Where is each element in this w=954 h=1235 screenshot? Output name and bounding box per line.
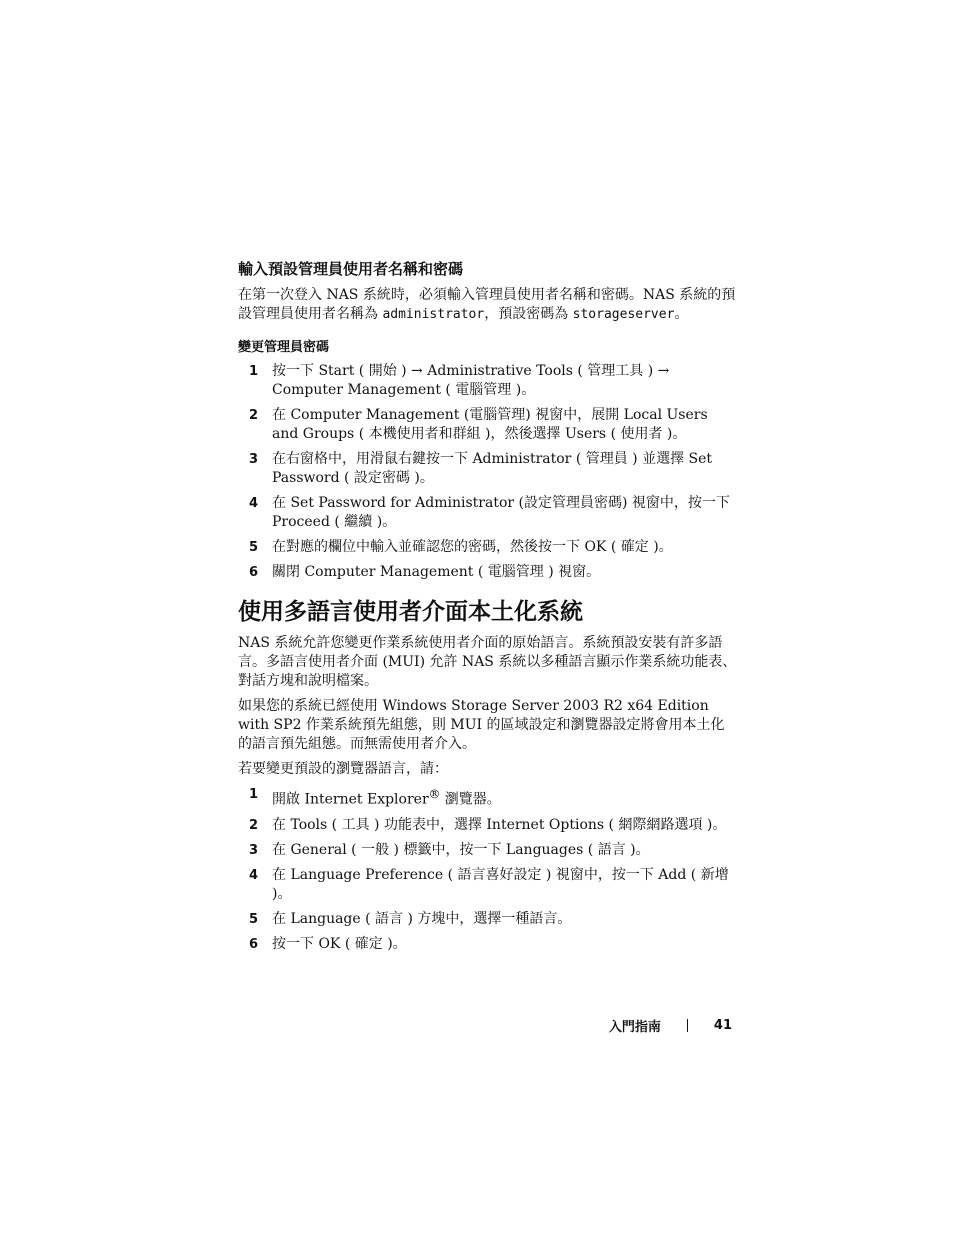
list-item bbox=[238, 935, 738, 954]
list-item bbox=[238, 563, 738, 582]
step-text: 在 Computer Management (電腦管理) 視窗中，展開 Local Users and Groups ( 本機使用者和群組 )，然後選擇 Users ( 使用者 )。 bbox=[272, 407, 708, 442]
step-text: 在右窗格中，用滑鼠右鍵按一下 Administrator ( 管理員 ) 並選擇 Set Password ( 設定密碼 )。 bbox=[272, 451, 713, 486]
footer-divider bbox=[687, 1019, 688, 1032]
default-password: storageserver bbox=[572, 307, 675, 322]
step-number: 3 bbox=[249, 452, 259, 467]
change-password-steps bbox=[238, 362, 738, 582]
step-text: 在對應的欄位中輸入並確認您的密碼，然後按一下 OK ( 確定 )。 bbox=[272, 539, 673, 555]
section-heading-default-credentials: 輸入預設管理員使用者名稱和密碼 bbox=[238, 260, 464, 278]
para-text: 在第一次登入 NAS 系統時，必須輸入管理員使用者名稱和密碼。NAS 系統的預設管理員使用者名稱為 bbox=[238, 287, 736, 322]
step-number: 5 bbox=[249, 540, 259, 555]
section-heading-change-password: 變更管理員密碼 bbox=[238, 340, 330, 355]
step-number: 6 bbox=[249, 565, 259, 580]
list-item bbox=[238, 866, 738, 904]
list-item bbox=[238, 785, 738, 810]
list-item bbox=[238, 450, 738, 488]
step-number: 1 bbox=[249, 364, 259, 379]
step-number: 2 bbox=[249, 817, 259, 833]
section-heading-mui: 使用多語言使用者介面本土化系統 bbox=[238, 599, 583, 625]
para-mid: ，預設密碼為 bbox=[484, 306, 573, 322]
step-text: 關閉 Computer Management ( 電腦管理 ) 視窗。 bbox=[272, 564, 601, 580]
default-credentials-paragraph bbox=[238, 286, 738, 324]
para-end: 。 bbox=[674, 306, 689, 322]
step-text: 在 Tools ( 工具 ) 功能表中，選擇 Internet Options ( 網際網路選項 )。 bbox=[272, 816, 727, 833]
list-item bbox=[238, 362, 738, 400]
step-text: 按一下 Start ( 開始 ) → Administrative Tools ( 管理工具 ) → Computer Management ( 電腦管理 )。 bbox=[272, 363, 670, 398]
step-number: 2 bbox=[249, 408, 259, 423]
step-text: 按一下 OK ( 確定 )。 bbox=[272, 935, 407, 952]
step-number: 4 bbox=[249, 867, 259, 883]
mui-paragraph-3: 若要變更預設的瀏覽器語言，請： bbox=[238, 761, 448, 777]
list-item bbox=[238, 841, 738, 860]
step-text: 在 Language Preference ( 語言喜好設定 ) 視窗中，按一下 Add ( 新增 )。 bbox=[272, 866, 729, 902]
browser-language-steps bbox=[238, 785, 738, 954]
page-footer bbox=[609, 1016, 732, 1035]
step-number: 1 bbox=[249, 787, 259, 802]
step-text-pre: 開啟 Internet Explorer bbox=[272, 791, 429, 808]
step-text: 在 General ( 一般 ) 標籤中，按一下 Languages ( 語言 )。 bbox=[272, 841, 650, 858]
list-item bbox=[238, 494, 738, 532]
step-number: 3 bbox=[249, 842, 259, 858]
step-text: 在 Set Password for Administrator (設定管理員密碼) 視窗中，按一下 Proceed ( 繼續 )。 bbox=[272, 495, 730, 530]
list-item bbox=[238, 538, 738, 557]
mui-paragraph-1: NAS 系統允許您變更作業系統使用者介面的原始語言。系統預設安裝有許多語言。多語言使用者介面 (MUI) 允許 NAS 系統以多種語言顯示作業系統功能表、對話方塊和說明檔案。 bbox=[238, 635, 737, 689]
step-number: 6 bbox=[249, 936, 259, 952]
page-number: 41 bbox=[713, 1018, 732, 1033]
list-item bbox=[238, 406, 738, 444]
footer-label: 入門指南 bbox=[608, 1020, 661, 1035]
registered-mark: ® bbox=[428, 787, 441, 801]
list-item bbox=[238, 816, 738, 835]
step-text-post: 瀏覽器。 bbox=[440, 791, 501, 808]
step-number: 5 bbox=[249, 911, 259, 927]
default-username: administrator bbox=[382, 307, 485, 322]
mui-paragraph-2: 如果您的系統已經使用 Windows Storage Server 2003 R2 x64 Edition with SP2 作業系統預先組態，則 MUI 的區域設定和瀏覽器設定將會用本土化的語言預先組態。而無需使用者介入。 bbox=[238, 698, 725, 752]
step-number: 4 bbox=[249, 496, 259, 511]
step-text: 在 Language ( 語言 ) 方塊中，選擇一種語言。 bbox=[272, 910, 572, 927]
list-item bbox=[238, 910, 738, 929]
page-content bbox=[238, 258, 738, 960]
